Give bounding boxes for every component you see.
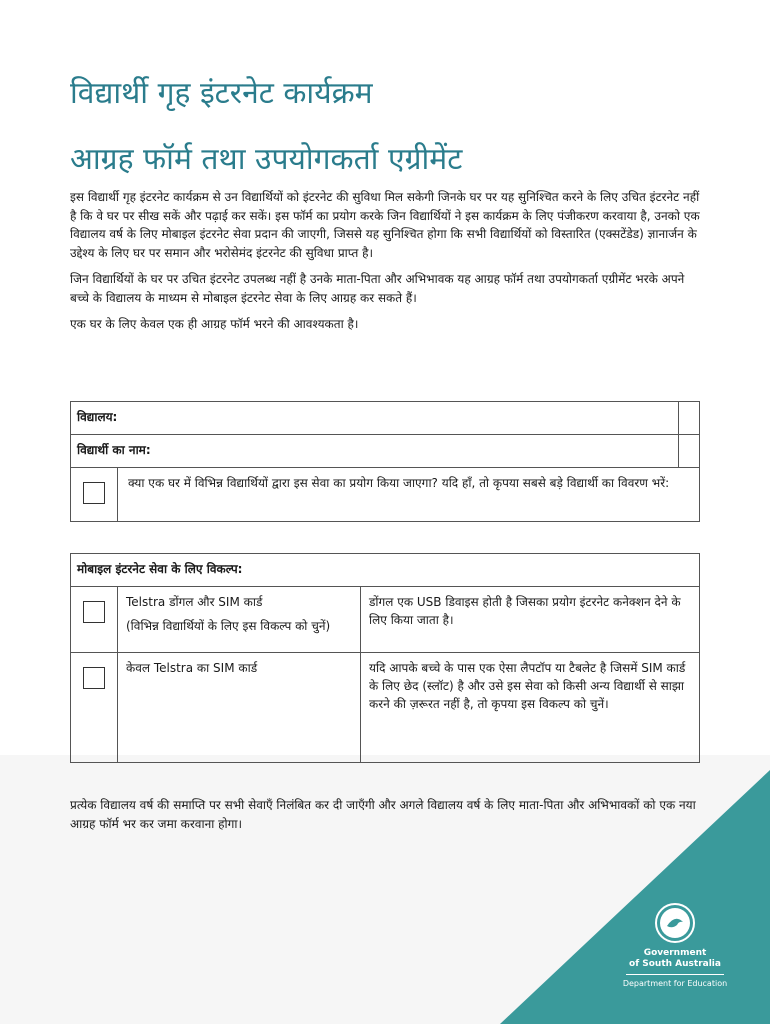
option1-checkbox[interactable] — [83, 601, 105, 623]
option1-description: डोंगल एक USB डिवाइस होती है जिसका प्रयोग इंटरनेट कनेक्शन देने के लिए किया जाता है। — [361, 587, 700, 653]
option2-description: यदि आपके बच्चे के पास एक ऐसा लैपटॉप या टैबलेट है जिसमें SIM कार्ड के लिए छेद (स्लॉट) है और उसे इस सेवा को किसी अन्य विद्यार्थी से साझा करने की ज़रूरत नहीं है, तो कृपया इस विकल्प को चुनें। — [361, 653, 700, 763]
intro-paragraph-1: इस विद्यार्थी गृह इंटरनेट कार्यक्रम से उन विद्यार्थियों को इंटरनेट की सुविधा मिल सकेगी जिनके घर पर यह सुनिश्चित करने के लिए उचित इंटरनेट नहीं है कि वे घर पर सीख सकें और पढ़ाई कर सकें। इस फॉर्म का प्रयोग करके जिन विद्यार्थियों ने इस कार्यक्रम के लिए पंजीकरण करवाया है, उनको एक विद्यालय वर्ष के लिए मोबाइल इंटरनेट सेवा प्रदान की जाएगी, जिससे यह सुनिश्चित होगा कि सभी विद्यार्थियों को विस्तारित (एक्सटेंडेड) ज्ञानार्जन के उद्देश्य के लिए घर पर समान और भरोसेमंद इंटरनेट की सुविधा प्राप्त है। — [70, 190, 700, 260]
department-name: Department for Education — [622, 979, 728, 988]
service-options-table — [70, 553, 700, 763]
option2-checkbox[interactable] — [83, 667, 105, 689]
footer-note: प्रत्येक विद्यालय वर्ष की समाप्ति पर सभी सेवाएँ निलंबित कर दी जाएँगी और अगले विद्यालय वर्ष के लिए माता-पिता और अभिभावकों को एक नया आग्रह फॉर्म भर कर जमा करवाना होगा। — [70, 798, 696, 831]
multi-student-checkbox-cell — [71, 468, 118, 522]
intro-paragraph-2: जिन विद्यार्थियों के घर पर उचित इंटरनेट उपलब्ध नहीं है उनके माता-पिता और अभिभावक यह आग्रह फॉर्म तथा उपयोगकर्ता एग्रीमेंट भरके अपने बच्चे के विद्यालय के माध्यम से मोबाइल इंटरनेट सेवा के लिए आग्रह कर सकते हैं। — [70, 272, 685, 305]
option2-title: केवल Telstra का SIM कार्ड — [118, 653, 361, 763]
school-field[interactable] — [679, 402, 700, 435]
option1-title: Telstra डोंगल और SIM कार्ड — [126, 595, 263, 609]
government-logo — [620, 902, 730, 988]
gov-line-2: of South Australia — [629, 959, 721, 969]
intro-paragraph-3: एक घर के लिए केवल एक ही आग्रह फॉर्म भरने की आवश्यकता है। — [70, 317, 359, 331]
multi-student-checkbox[interactable] — [83, 482, 105, 504]
student-name-field[interactable] — [679, 435, 700, 468]
student-name-label: विद्यार्थी का नाम: — [71, 435, 679, 468]
option2-checkbox-cell — [71, 653, 118, 763]
service-options-header: मोबाइल इंटरनेट सेवा के लिए विकल्प: — [71, 554, 700, 587]
student-details-table — [70, 401, 700, 522]
option1-checkbox-cell — [71, 587, 118, 653]
option1-label-cell — [118, 587, 361, 653]
option1-note: (विभिन्न विद्यार्थियों के लिए इस विकल्प को चुनें) — [126, 619, 331, 633]
school-label: विद्यालय: — [71, 402, 679, 435]
intro-text — [70, 188, 700, 342]
page-subtitle: आग्रह फॉर्म तथा उपयोगकर्ता एग्रीमेंट — [70, 142, 463, 177]
page-title: विद्यार्थी गृह इंटरनेट कार्यक्रम — [70, 76, 373, 111]
multi-student-question: क्या एक घर में विभिन्न विद्यार्थियों द्वारा इस सेवा का प्रयोग किया जाएगा? यदि हाँ, तो कृपया सबसे बड़े विद्यार्थी का विवरण भरें: — [118, 468, 700, 522]
logo-divider — [626, 974, 724, 975]
piping-shrike-emblem-icon — [654, 902, 696, 944]
gov-line-1: Government — [643, 948, 707, 958]
